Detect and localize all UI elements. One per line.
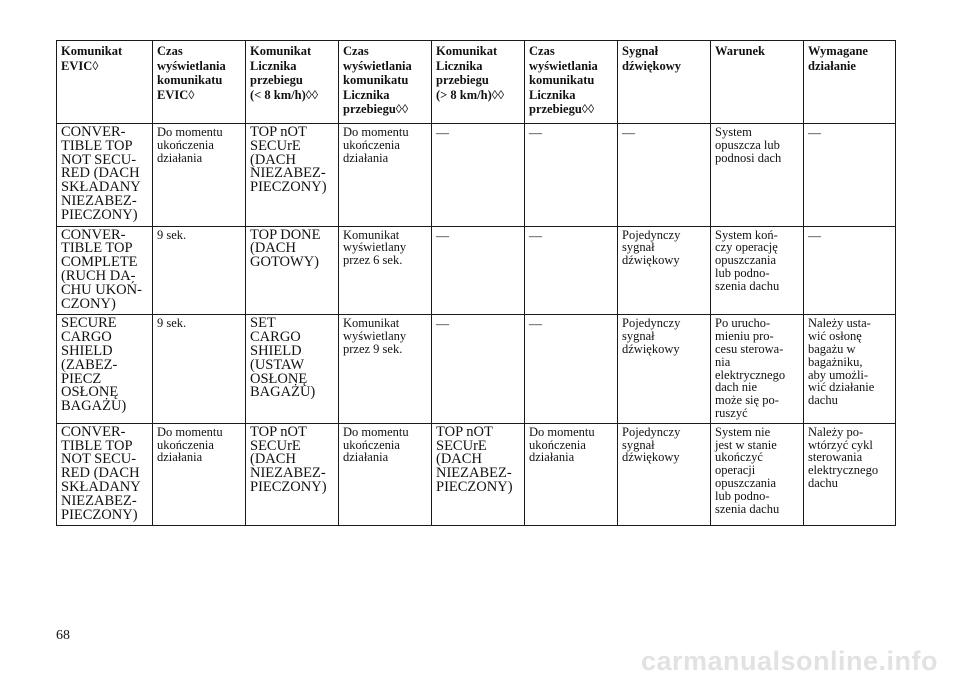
condition-cell: System opuszcza lub podnosi dach xyxy=(711,124,804,227)
header-evic-message: Komunikat EVIC◊ xyxy=(57,41,153,124)
header-row xyxy=(57,41,896,124)
required-action-cell: Należy usta- wić osłonę bagażu w bagażniku, aby umożli- wić działanie dachu xyxy=(804,315,896,423)
evic-display-time-cell: Do momentu ukończenia działania xyxy=(153,124,246,227)
table-row xyxy=(57,124,896,227)
message-table xyxy=(56,40,896,526)
odometer-display-time-fast-cell: — xyxy=(525,226,618,315)
chime-cell: Pojedynczy sygnał dźwiękowy xyxy=(618,423,711,526)
odometer-display-time-fast-cell: — xyxy=(525,315,618,423)
evic-message-cell: SECURE CARGO SHIELD (ZABEZ- PIECZ OSŁONĘ BAGAŻU) xyxy=(57,315,153,423)
odometer-display-time-slow-cell: Do momentu ukończenia działania xyxy=(339,423,432,526)
chime-cell: — xyxy=(618,124,711,227)
required-action-cell: — xyxy=(804,124,896,227)
condition-cell: System nie jest w stanie ukończyć operacji opuszczania lub podno- szenia dachu xyxy=(711,423,804,526)
page-number: 68 xyxy=(56,628,70,643)
table-row xyxy=(57,226,896,315)
odometer-display-time-slow-cell: Do momentu ukończenia działania xyxy=(339,124,432,227)
odometer-message-slow-cell: TOP nOT SECUrE (DACH NIEZABEZ- PIECZONY) xyxy=(246,423,339,526)
odometer-message-slow-cell: SET CARGO SHIELD (USTAW OSŁONĘ BAGAŻU) xyxy=(246,315,339,423)
evic-display-time-cell: 9 sek. xyxy=(153,315,246,423)
header-odometer-message-slow: Komunikat Licznika przebiegu (< 8 km/h)◊◊ xyxy=(246,41,339,124)
odometer-message-fast-cell: — xyxy=(432,124,525,227)
evic-message-cell: CONVER- TIBLE TOP NOT SECU- RED (DACH SKŁADANY NIEZABEZ- PIECZONY) xyxy=(57,124,153,227)
header-odometer-display-time-slow: Czas wyświetlania komunikatu Licznika przebiegu◊◊ xyxy=(339,41,432,124)
evic-display-time-cell: Do momentu ukończenia działania xyxy=(153,423,246,526)
header-evic-display-time: Czas wyświetlania komunikatu EVIC◊ xyxy=(153,41,246,124)
odometer-message-slow-cell: TOP nOT SECUrE (DACH NIEZABEZ- PIECZONY) xyxy=(246,124,339,227)
condition-cell: System koń- czy operację opuszczania lub podno- szenia dachu xyxy=(711,226,804,315)
condition-cell: Po urucho- mieniu pro- cesu sterowa- nia elektrycznego dach nie może się po- ruszyć xyxy=(711,315,804,423)
odometer-message-slow-cell: TOP DONE (DACH GOTOWY) xyxy=(246,226,339,315)
odometer-display-time-slow-cell: Komunikat wyświetlany przez 9 sek. xyxy=(339,315,432,423)
chime-cell: Pojedynczy sygnał dźwiękowy xyxy=(618,315,711,423)
table-row xyxy=(57,315,896,423)
required-action-cell: — xyxy=(804,226,896,315)
table-row xyxy=(57,423,896,526)
header-condition: Warunek xyxy=(711,41,804,124)
chime-cell: Pojedynczy sygnał dźwiękowy xyxy=(618,226,711,315)
required-action-cell: Należy po- wtórzyć cykl sterowania elektrycznego dachu xyxy=(804,423,896,526)
header-odometer-display-time-fast: Czas wyświetlania komunikatu Licznika przebiegu◊◊ xyxy=(525,41,618,124)
header-chime: Sygnał dźwiękowy xyxy=(618,41,711,124)
odometer-display-time-fast-cell: Do momentu ukończenia działania xyxy=(525,423,618,526)
odometer-message-fast-cell: — xyxy=(432,226,525,315)
evic-message-cell: CONVER- TIBLE TOP NOT SECU- RED (DACH SKŁADANY NIEZABEZ- PIECZONY) xyxy=(57,423,153,526)
odometer-display-time-fast-cell: — xyxy=(525,124,618,227)
evic-message-cell: CONVER- TIBLE TOP COMPLETE (RUCH DA- CHU UKOŃ- CZONY) xyxy=(57,226,153,315)
site-watermark: carmanualsonline.info xyxy=(640,646,938,676)
evic-display-time-cell: 9 sek. xyxy=(153,226,246,315)
odometer-message-fast-cell: TOP nOT SECUrE (DACH NIEZABEZ- PIECZONY) xyxy=(432,423,525,526)
header-required-action: Wymagane działanie xyxy=(804,41,896,124)
odometer-display-time-slow-cell: Komunikat wyświetlany przez 6 sek. xyxy=(339,226,432,315)
odometer-message-fast-cell: — xyxy=(432,315,525,423)
header-odometer-message-fast: Komunikat Licznika przebiegu (> 8 km/h)◊◊ xyxy=(432,41,525,124)
